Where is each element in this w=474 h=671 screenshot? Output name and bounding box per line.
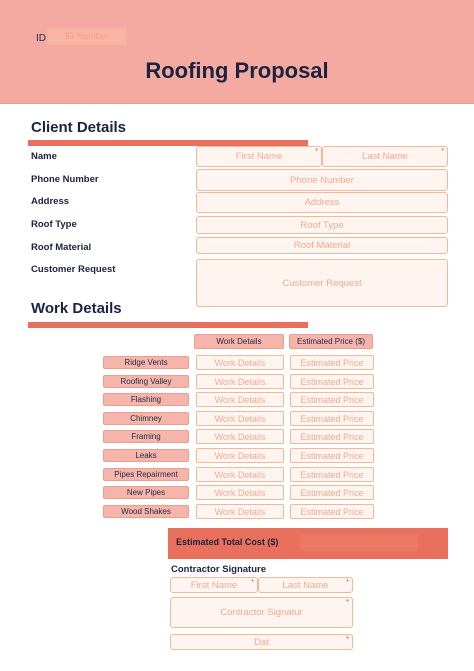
estimated-price-input[interactable]: Estimated Price bbox=[290, 355, 374, 370]
estimated-price-input[interactable]: Estimated Price bbox=[290, 411, 374, 426]
last-name-input[interactable] bbox=[322, 146, 448, 167]
estimated-price-input[interactable]: Estimated Price bbox=[290, 467, 374, 482]
phone-input[interactable]: Phone Number bbox=[196, 169, 448, 191]
required-mark: * bbox=[346, 579, 349, 586]
work-details-input[interactable]: Work Details bbox=[196, 485, 284, 500]
estimated-price-input[interactable]: Estimated Price bbox=[290, 485, 374, 500]
header-banner bbox=[0, 0, 474, 104]
work-details-input[interactable]: Work Details bbox=[196, 392, 284, 407]
customer-request-label: Customer Request bbox=[31, 264, 116, 275]
work-item-label: Wood Shakes bbox=[103, 505, 189, 518]
work-details-input[interactable]: Work Details bbox=[196, 411, 284, 426]
required-mark: * bbox=[441, 148, 444, 155]
required-mark: * bbox=[346, 599, 349, 606]
work-details-heading: Work Details bbox=[31, 300, 122, 317]
id-label: ID bbox=[36, 33, 46, 44]
work-details-input[interactable]: Work Details bbox=[196, 355, 284, 370]
roof-type-input[interactable]: Roof Type bbox=[196, 216, 448, 234]
work-details-input[interactable]: Work Details bbox=[196, 504, 284, 519]
name-label: Name bbox=[31, 151, 57, 162]
work-details-column-header: Work Details bbox=[194, 334, 284, 349]
roof-material-input[interactable]: Roof Material bbox=[196, 237, 448, 254]
estimated-price-input[interactable]: Estimated Price bbox=[290, 374, 374, 389]
work-item-label: Framing bbox=[103, 430, 189, 443]
customer-request-input[interactable]: Customer Request bbox=[196, 259, 448, 307]
contractor-first-name-input[interactable] bbox=[170, 577, 258, 593]
roof-type-label: Roof Type bbox=[31, 219, 77, 230]
work-item-label: Chimney bbox=[103, 412, 189, 425]
required-mark: * bbox=[346, 636, 349, 643]
first-name-placeholder: First Name bbox=[235, 151, 283, 162]
contractor-last-name-placeholder: Last Name bbox=[282, 579, 329, 591]
total-cost-label: Estimated Total Cost ($) bbox=[176, 537, 279, 547]
contractor-signature-heading: Contractor Signature bbox=[171, 564, 267, 575]
address-input[interactable]: Address bbox=[196, 192, 448, 213]
work-item-label: New Pipes bbox=[103, 486, 189, 499]
page-title: Roofing Proposal bbox=[145, 58, 329, 83]
work-details-input[interactable]: Work Details bbox=[196, 374, 284, 389]
contractor-date-input[interactable] bbox=[170, 634, 353, 650]
estimated-price-input[interactable]: Estimated Price bbox=[290, 429, 374, 444]
contractor-last-name-input[interactable] bbox=[258, 577, 353, 593]
estimated-price-column-header: Estimated Price ($) bbox=[289, 334, 373, 349]
work-details-input[interactable]: Work Details bbox=[196, 467, 284, 482]
required-mark: * bbox=[251, 579, 254, 586]
contractor-first-name-placeholder: First Name bbox=[190, 579, 238, 591]
work-details-input[interactable]: Work Details bbox=[196, 448, 284, 463]
first-name-input[interactable] bbox=[196, 146, 322, 167]
work-item-label: Pipes Repairment bbox=[103, 468, 189, 481]
contractor-signature-input[interactable] bbox=[170, 597, 353, 628]
work-details-divider bbox=[28, 322, 308, 328]
roof-material-label: Roof Material bbox=[31, 242, 92, 253]
required-mark: * bbox=[315, 148, 318, 155]
client-details-heading: Client Details bbox=[31, 119, 127, 136]
id-number-input[interactable]: ID Number bbox=[47, 28, 127, 45]
work-item-label: Roofing Valley bbox=[103, 375, 189, 388]
contractor-date-placeholder: Dat bbox=[254, 636, 269, 648]
total-cost-input[interactable] bbox=[300, 534, 418, 551]
estimated-price-input[interactable]: Estimated Price bbox=[290, 504, 374, 519]
work-item-label: Ridge Vents bbox=[103, 356, 189, 369]
address-label: Address bbox=[31, 196, 70, 207]
work-item-label: Flashing bbox=[103, 393, 189, 406]
phone-label: Phone Number bbox=[31, 174, 99, 185]
contractor-signature-placeholder: Contractor Signatur bbox=[220, 607, 303, 618]
last-name-placeholder: Last Name bbox=[362, 151, 408, 162]
estimated-price-input[interactable]: Estimated Price bbox=[290, 448, 374, 463]
work-details-input[interactable]: Work Details bbox=[196, 429, 284, 444]
estimated-price-input[interactable]: Estimated Price bbox=[290, 392, 374, 407]
work-item-label: Leaks bbox=[103, 449, 189, 462]
